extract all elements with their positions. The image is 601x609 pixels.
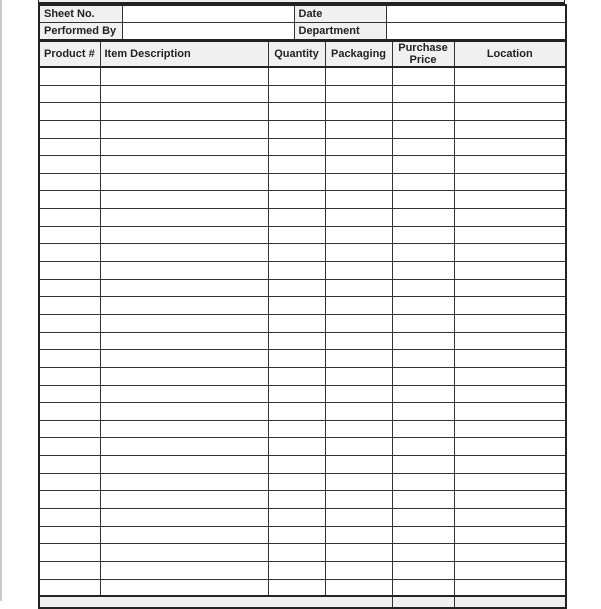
table-cell[interactable]: [392, 385, 454, 403]
table-cell[interactable]: [454, 332, 566, 350]
inventory-table: [38, 40, 567, 598]
table-cell[interactable]: [39, 191, 100, 209]
table-cell[interactable]: [268, 226, 325, 244]
table-cell[interactable]: [454, 209, 566, 227]
table-cell[interactable]: [100, 279, 268, 297]
footer-cell: [39, 596, 392, 608]
table-cell[interactable]: [392, 350, 454, 368]
table-cell[interactable]: [325, 403, 392, 421]
table-cell[interactable]: [392, 156, 454, 174]
table-cell[interactable]: [39, 209, 100, 227]
footer-cell: [454, 596, 566, 608]
table-row: [39, 226, 566, 244]
table-cell[interactable]: [39, 314, 100, 332]
table-cell[interactable]: [39, 561, 100, 579]
header-packaging: Packaging: [325, 41, 392, 67]
table-cell[interactable]: [392, 85, 454, 103]
table-cell[interactable]: [325, 156, 392, 174]
table-cell[interactable]: [100, 526, 268, 544]
table-cell[interactable]: [454, 138, 566, 156]
table-cell[interactable]: [100, 209, 268, 227]
table-row: [39, 297, 566, 315]
table-cell[interactable]: [100, 456, 268, 474]
table-cell[interactable]: [268, 350, 325, 368]
table-cell[interactable]: [39, 138, 100, 156]
table-cell[interactable]: [39, 297, 100, 315]
table-row: [39, 544, 566, 562]
table-cell[interactable]: [454, 491, 566, 509]
table-cell[interactable]: [392, 438, 454, 456]
table-cell[interactable]: [268, 103, 325, 121]
table-cell[interactable]: [454, 156, 566, 174]
table-cell[interactable]: [100, 314, 268, 332]
table-row: [39, 438, 566, 456]
table-cell[interactable]: [100, 420, 268, 438]
table-cell[interactable]: [325, 85, 392, 103]
table-cell[interactable]: [392, 209, 454, 227]
table-cell[interactable]: [268, 544, 325, 562]
table-cell[interactable]: [325, 509, 392, 527]
table-cell[interactable]: [325, 544, 392, 562]
table-row: [39, 279, 566, 297]
table-cell[interactable]: [454, 403, 566, 421]
table-cell[interactable]: [268, 138, 325, 156]
table-cell[interactable]: [392, 67, 454, 85]
table-cell[interactable]: [100, 561, 268, 579]
performed-by-label: Performed By: [39, 23, 122, 41]
table-cell[interactable]: [39, 473, 100, 491]
table-cell[interactable]: [100, 509, 268, 527]
table-cell[interactable]: [325, 138, 392, 156]
table-cell[interactable]: [39, 226, 100, 244]
table-cell[interactable]: [454, 544, 566, 562]
table-cell[interactable]: [268, 561, 325, 579]
table-cell[interactable]: [100, 350, 268, 368]
table-cell[interactable]: [100, 67, 268, 85]
table-cell[interactable]: [39, 456, 100, 474]
table-cell[interactable]: [100, 120, 268, 138]
table-cell[interactable]: [325, 314, 392, 332]
header-location: Location: [454, 41, 566, 67]
table-cell[interactable]: [392, 367, 454, 385]
table-row: [39, 367, 566, 385]
table-cell[interactable]: [454, 85, 566, 103]
date-field[interactable]: [386, 5, 566, 23]
table-cell[interactable]: [325, 420, 392, 438]
table-cell[interactable]: [100, 473, 268, 491]
table-row: [39, 138, 566, 156]
table-cell[interactable]: [325, 67, 392, 85]
table-row: [39, 156, 566, 174]
table-cell[interactable]: [325, 262, 392, 280]
table-cell[interactable]: [325, 279, 392, 297]
table-cell[interactable]: [268, 67, 325, 85]
table-row: [39, 244, 566, 262]
table-cell[interactable]: [268, 156, 325, 174]
table-row: [39, 191, 566, 209]
table-row: [39, 209, 566, 227]
table-cell[interactable]: [392, 420, 454, 438]
table-cell[interactable]: [325, 103, 392, 121]
table-cell[interactable]: [325, 191, 392, 209]
table-cell[interactable]: [325, 367, 392, 385]
table-cell[interactable]: [100, 103, 268, 121]
table-cell[interactable]: [100, 262, 268, 280]
table-cell[interactable]: [100, 332, 268, 350]
table-cell[interactable]: [100, 138, 268, 156]
table-cell[interactable]: [454, 350, 566, 368]
table-cell[interactable]: [325, 456, 392, 474]
table-row: [39, 103, 566, 121]
table-cell[interactable]: [325, 226, 392, 244]
table-cell[interactable]: [325, 173, 392, 191]
table-row: [39, 85, 566, 103]
table-cell[interactable]: [392, 491, 454, 509]
table-cell[interactable]: [454, 526, 566, 544]
table-cell[interactable]: [39, 244, 100, 262]
table-cell[interactable]: [392, 544, 454, 562]
department-label: Department: [294, 23, 386, 41]
table-cell[interactable]: [325, 332, 392, 350]
table-row: [39, 314, 566, 332]
table-cell[interactable]: [39, 85, 100, 103]
table-cell[interactable]: [454, 385, 566, 403]
table-cell[interactable]: [454, 314, 566, 332]
table-cell[interactable]: [454, 456, 566, 474]
table-cell[interactable]: [392, 403, 454, 421]
table-cell[interactable]: [39, 173, 100, 191]
page-edge: [0, 0, 2, 601]
table-cell[interactable]: [325, 561, 392, 579]
table-cell[interactable]: [100, 491, 268, 509]
table-cell[interactable]: [39, 156, 100, 174]
table-cell[interactable]: [39, 279, 100, 297]
table-cell[interactable]: [392, 297, 454, 315]
table-cell[interactable]: [454, 279, 566, 297]
table-cell[interactable]: [325, 526, 392, 544]
table-cell[interactable]: [100, 367, 268, 385]
table-row: [39, 473, 566, 491]
table-cell[interactable]: [39, 120, 100, 138]
table-cell[interactable]: [268, 244, 325, 262]
table-row: [39, 561, 566, 579]
table-cell[interactable]: [100, 544, 268, 562]
table-cell[interactable]: [392, 526, 454, 544]
table-cell[interactable]: [392, 191, 454, 209]
table-cell[interactable]: [392, 262, 454, 280]
table-cell[interactable]: [39, 332, 100, 350]
table-row: [39, 332, 566, 350]
table-cell[interactable]: [325, 244, 392, 262]
sheet-info-table: [38, 4, 567, 41]
table-row: [39, 350, 566, 368]
table-cell[interactable]: [100, 385, 268, 403]
table-row: [39, 385, 566, 403]
department-field[interactable]: [386, 23, 566, 41]
table-cell[interactable]: [39, 509, 100, 527]
table-cell[interactable]: [392, 279, 454, 297]
table-cell[interactable]: [268, 403, 325, 421]
table-cell[interactable]: [268, 491, 325, 509]
table-row: [39, 491, 566, 509]
header-purchase-price: Purchase Price: [392, 41, 454, 67]
table-row: [39, 509, 566, 527]
table-cell[interactable]: [100, 297, 268, 315]
table-row: [39, 456, 566, 474]
table-cell[interactable]: [392, 244, 454, 262]
table-cell[interactable]: [100, 438, 268, 456]
table-cell[interactable]: [268, 473, 325, 491]
header-quantity: Quantity: [268, 41, 325, 67]
table-cell[interactable]: [392, 314, 454, 332]
table-row: [39, 403, 566, 421]
table-cell[interactable]: [100, 403, 268, 421]
table-cell[interactable]: [39, 403, 100, 421]
table-cell[interactable]: [268, 438, 325, 456]
table-cell[interactable]: [392, 473, 454, 491]
table-cell[interactable]: [39, 262, 100, 280]
table-cell[interactable]: [39, 438, 100, 456]
table-cell[interactable]: [100, 244, 268, 262]
table-cell[interactable]: [100, 191, 268, 209]
table-cell[interactable]: [100, 85, 268, 103]
table-cell[interactable]: [39, 491, 100, 509]
table-row: [39, 526, 566, 544]
table-cell[interactable]: [454, 297, 566, 315]
table-cell[interactable]: [454, 191, 566, 209]
table-cell[interactable]: [325, 120, 392, 138]
table-cell[interactable]: [268, 191, 325, 209]
table-cell[interactable]: [268, 297, 325, 315]
table-cell[interactable]: [325, 385, 392, 403]
date-label: Date: [294, 5, 386, 23]
table-row: [39, 173, 566, 191]
table-cell[interactable]: [39, 367, 100, 385]
table-cell[interactable]: [454, 67, 566, 85]
header-item-description: Item Description: [100, 41, 268, 67]
table-cell[interactable]: [39, 103, 100, 121]
sheet-no-field[interactable]: [122, 5, 294, 23]
table-cell[interactable]: [268, 209, 325, 227]
table-cell[interactable]: [454, 473, 566, 491]
table-cell[interactable]: [392, 120, 454, 138]
table-cell[interactable]: [392, 226, 454, 244]
table-cell[interactable]: [268, 332, 325, 350]
table-cell[interactable]: [268, 456, 325, 474]
footer-row: [38, 595, 567, 609]
table-cell[interactable]: [454, 561, 566, 579]
table-cell[interactable]: [268, 85, 325, 103]
table-cell[interactable]: [268, 385, 325, 403]
table-cell[interactable]: [268, 526, 325, 544]
table-cell[interactable]: [100, 173, 268, 191]
table-cell[interactable]: [39, 544, 100, 562]
table-row: [39, 67, 566, 85]
table-cell[interactable]: [39, 526, 100, 544]
table-cell[interactable]: [392, 456, 454, 474]
table-cell[interactable]: [268, 314, 325, 332]
table-cell[interactable]: [454, 244, 566, 262]
table-cell[interactable]: [39, 385, 100, 403]
table-cell[interactable]: [268, 420, 325, 438]
table-cell[interactable]: [392, 561, 454, 579]
table-cell[interactable]: [268, 120, 325, 138]
table-cell[interactable]: [39, 67, 100, 85]
table-cell[interactable]: [454, 103, 566, 121]
header-product-number: Product #: [39, 41, 100, 67]
table-cell[interactable]: [325, 209, 392, 227]
table-cell[interactable]: [454, 120, 566, 138]
table-cell[interactable]: [325, 473, 392, 491]
table-cell[interactable]: [39, 350, 100, 368]
table-cell[interactable]: [325, 297, 392, 315]
table-cell[interactable]: [454, 509, 566, 527]
footer-cell: [392, 596, 454, 608]
table-cell[interactable]: [392, 173, 454, 191]
table-row: [39, 262, 566, 280]
table-cell[interactable]: [268, 279, 325, 297]
table-cell[interactable]: [392, 138, 454, 156]
table-cell[interactable]: [325, 438, 392, 456]
table-row: [39, 120, 566, 138]
table-row: [39, 420, 566, 438]
table-cell[interactable]: [454, 420, 566, 438]
table-cell[interactable]: [100, 156, 268, 174]
table-cell[interactable]: [454, 262, 566, 280]
table-cell[interactable]: [392, 332, 454, 350]
table-cell[interactable]: [392, 509, 454, 527]
table-cell[interactable]: [100, 226, 268, 244]
performed-by-field[interactable]: [122, 23, 294, 41]
table-cell[interactable]: [325, 350, 392, 368]
table-cell[interactable]: [268, 509, 325, 527]
table-cell[interactable]: [454, 173, 566, 191]
table-cell[interactable]: [268, 173, 325, 191]
table-cell[interactable]: [268, 262, 325, 280]
table-cell[interactable]: [39, 420, 100, 438]
table-cell[interactable]: [454, 438, 566, 456]
table-cell[interactable]: [268, 367, 325, 385]
table-cell[interactable]: [454, 367, 566, 385]
table-cell[interactable]: [325, 491, 392, 509]
table-cell[interactable]: [454, 226, 566, 244]
table-cell[interactable]: [392, 103, 454, 121]
sheet-no-label: Sheet No.: [39, 5, 122, 23]
